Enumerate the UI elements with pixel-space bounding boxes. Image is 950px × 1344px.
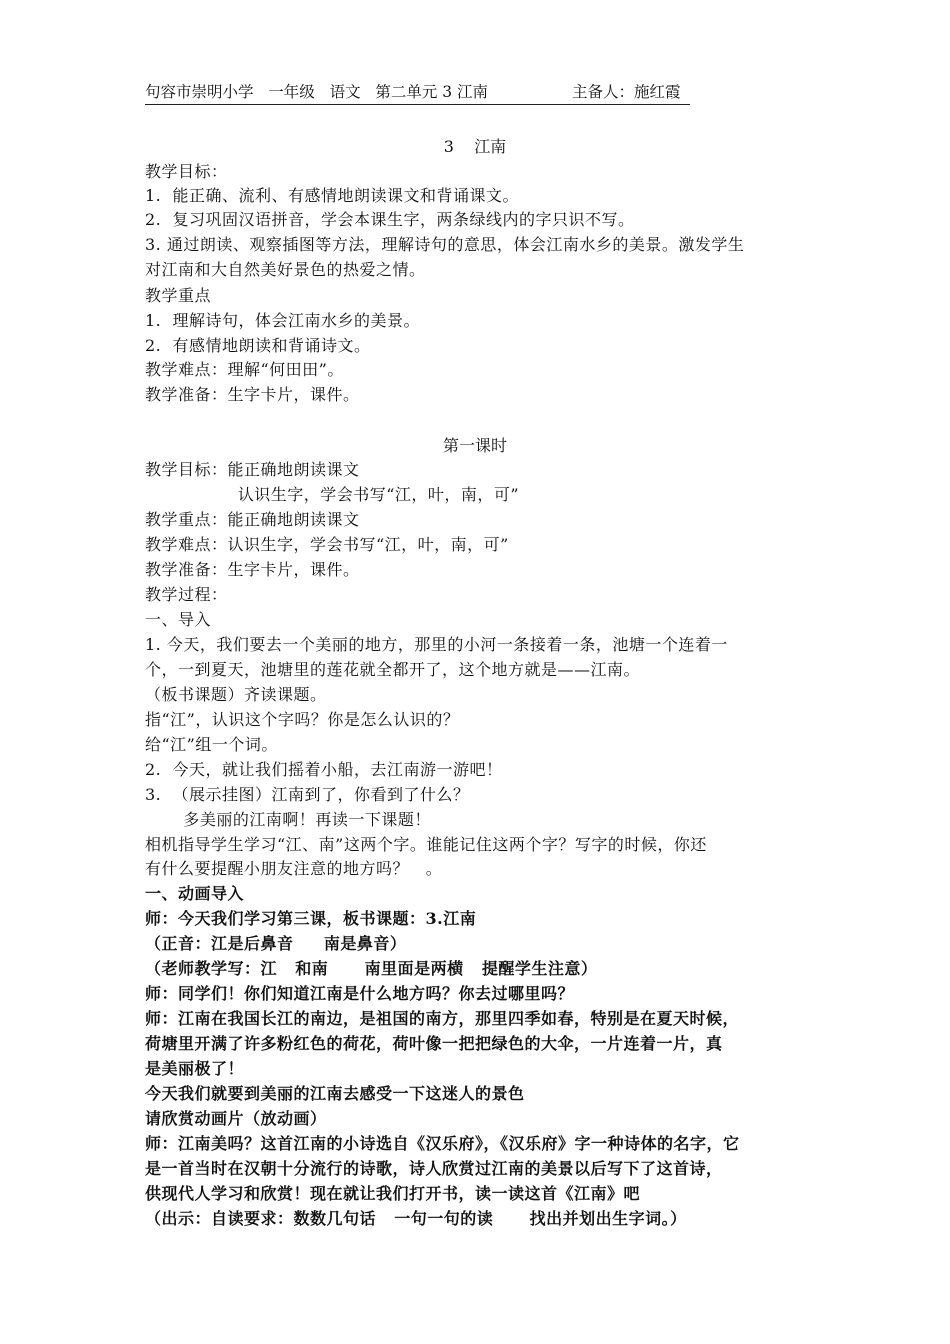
text-line: 对江南和大自然美好景色的热爱之情。 (145, 260, 426, 279)
bold-line: （正音：江是后鼻音 南是鼻音） (145, 934, 407, 953)
text-line: 多美丽的江南啊！再读一下课题！ (161, 810, 431, 829)
text-line: 相机指导学生学习“江、南”这两个字。谁能记住这两个字？写字的时候，你还 (145, 835, 707, 854)
bold-line: （出示：自读要求：数数几句话 一句一句的读 找出并划出生字词。） (145, 1209, 687, 1228)
text-line: 教学重点 (145, 286, 212, 305)
page-header (145, 80, 690, 105)
text-line: 2. 今天，就让我们摇着小船，去江南游一游吧！ (145, 760, 503, 779)
bold-line: 今天我们就要到美丽的江南去感受一下这迷人的景色 (145, 1084, 525, 1103)
text-line: 教学准备：生字卡片，课件。 (145, 385, 360, 404)
bold-line: 师：江南在我国长江的南边，是祖国的南方，那里四季如春，特别是在夏天时候， (145, 1009, 740, 1028)
header-school-info: 句容市崇明小学 一年级 语文 第二单元 3 江南 (145, 83, 489, 101)
bold-line: 供现代人学习和欣赏！现在就让我们打开书，读一读这首《江南》吧 (145, 1184, 641, 1203)
text-line: 3. 通过朗读、观察插图等方法，理解诗句的意思，体会江南水乡的美景。激发学生 (145, 235, 745, 254)
text-line: 3. （展示挂图）江南到了，你看到了什么？ (145, 785, 470, 804)
text-line: 教学难点：认识生字，学会书写“江，叶，南，可” (145, 535, 509, 554)
text-line: 2. 有感情地朗读和背诵诗文。 (145, 336, 371, 355)
bold-line: 是一首当时在汉朝十分流行的诗歌，诗人欣赏过江南的美景以后写下了这首诗， (145, 1159, 723, 1178)
text-line: 一、导入 (145, 610, 212, 629)
text-line: 1. 能正确、流利、有感情地朗读课文和背诵课文。 (145, 186, 519, 205)
bold-line: 一、动画导入 (145, 884, 245, 903)
bold-line: （老师教学写：江 和南 南里面是两横 提醒学生注意） (145, 959, 598, 978)
text-line: 1. 理解诗句，体会江南水乡的美景。 (145, 311, 420, 330)
bold-line: 师：同学们！你们知道江南是什么地方吗？你去过哪里吗？ (145, 984, 575, 1003)
text-line: 1. 今天，我们要去一个美丽的地方，那里的小河一条接着一条，池塘一个连着一 (145, 635, 728, 654)
text-line: 给“江”组一个词。 (145, 735, 278, 754)
text-line: 指“江”，认识这个字吗？你是怎么认识的？ (145, 710, 460, 729)
text-line: 有什么要提醒小朋友注意的地方吗？ 。 (145, 859, 443, 878)
text-line: 教学目标： (145, 162, 228, 181)
text-line: （板书课题）齐读课题。 (145, 685, 327, 704)
text-line: 教学过程： (145, 585, 228, 604)
text-line: 2. 复习巩固汉语拼音，学会本课生字，两条绿线内的字只识不写。 (145, 210, 635, 229)
text-line: 教学目标：能正确地朗读课文 (145, 460, 360, 479)
text-line: 个，一到夏天，池塘里的莲花就全都开了，这个地方就是——江南。 (145, 660, 641, 679)
lesson-title: 3 江南 (443, 137, 507, 156)
text-line: 教学重点：能正确地朗读课文 (145, 510, 360, 529)
bold-line: 是美丽极了！ (145, 1059, 245, 1078)
bold-line: 荷塘里开满了许多粉红色的荷花，荷叶像一把把绿色的大伞，一片连着一片，真 (145, 1034, 723, 1053)
bold-line: 请欣赏动画片（放动画） (145, 1109, 327, 1128)
text-line: 认识生字，学会书写“江，叶，南，可” (193, 485, 520, 504)
section-title: 第一课时 (442, 436, 507, 455)
bold-line: 师：今天我们学习第三课，板书课题：3.江南 (145, 909, 477, 928)
text-line: 教学准备：生字卡片，课件。 (145, 560, 360, 579)
header-author: 主备人：施红霞 (572, 83, 681, 101)
bold-line: 师：江南美吗？这首江南的小诗选自《汉乐府》，《汉乐府》字一种诗体的名字，它 (145, 1134, 740, 1153)
text-line: 教学难点：理解“何田田”。 (145, 360, 344, 379)
